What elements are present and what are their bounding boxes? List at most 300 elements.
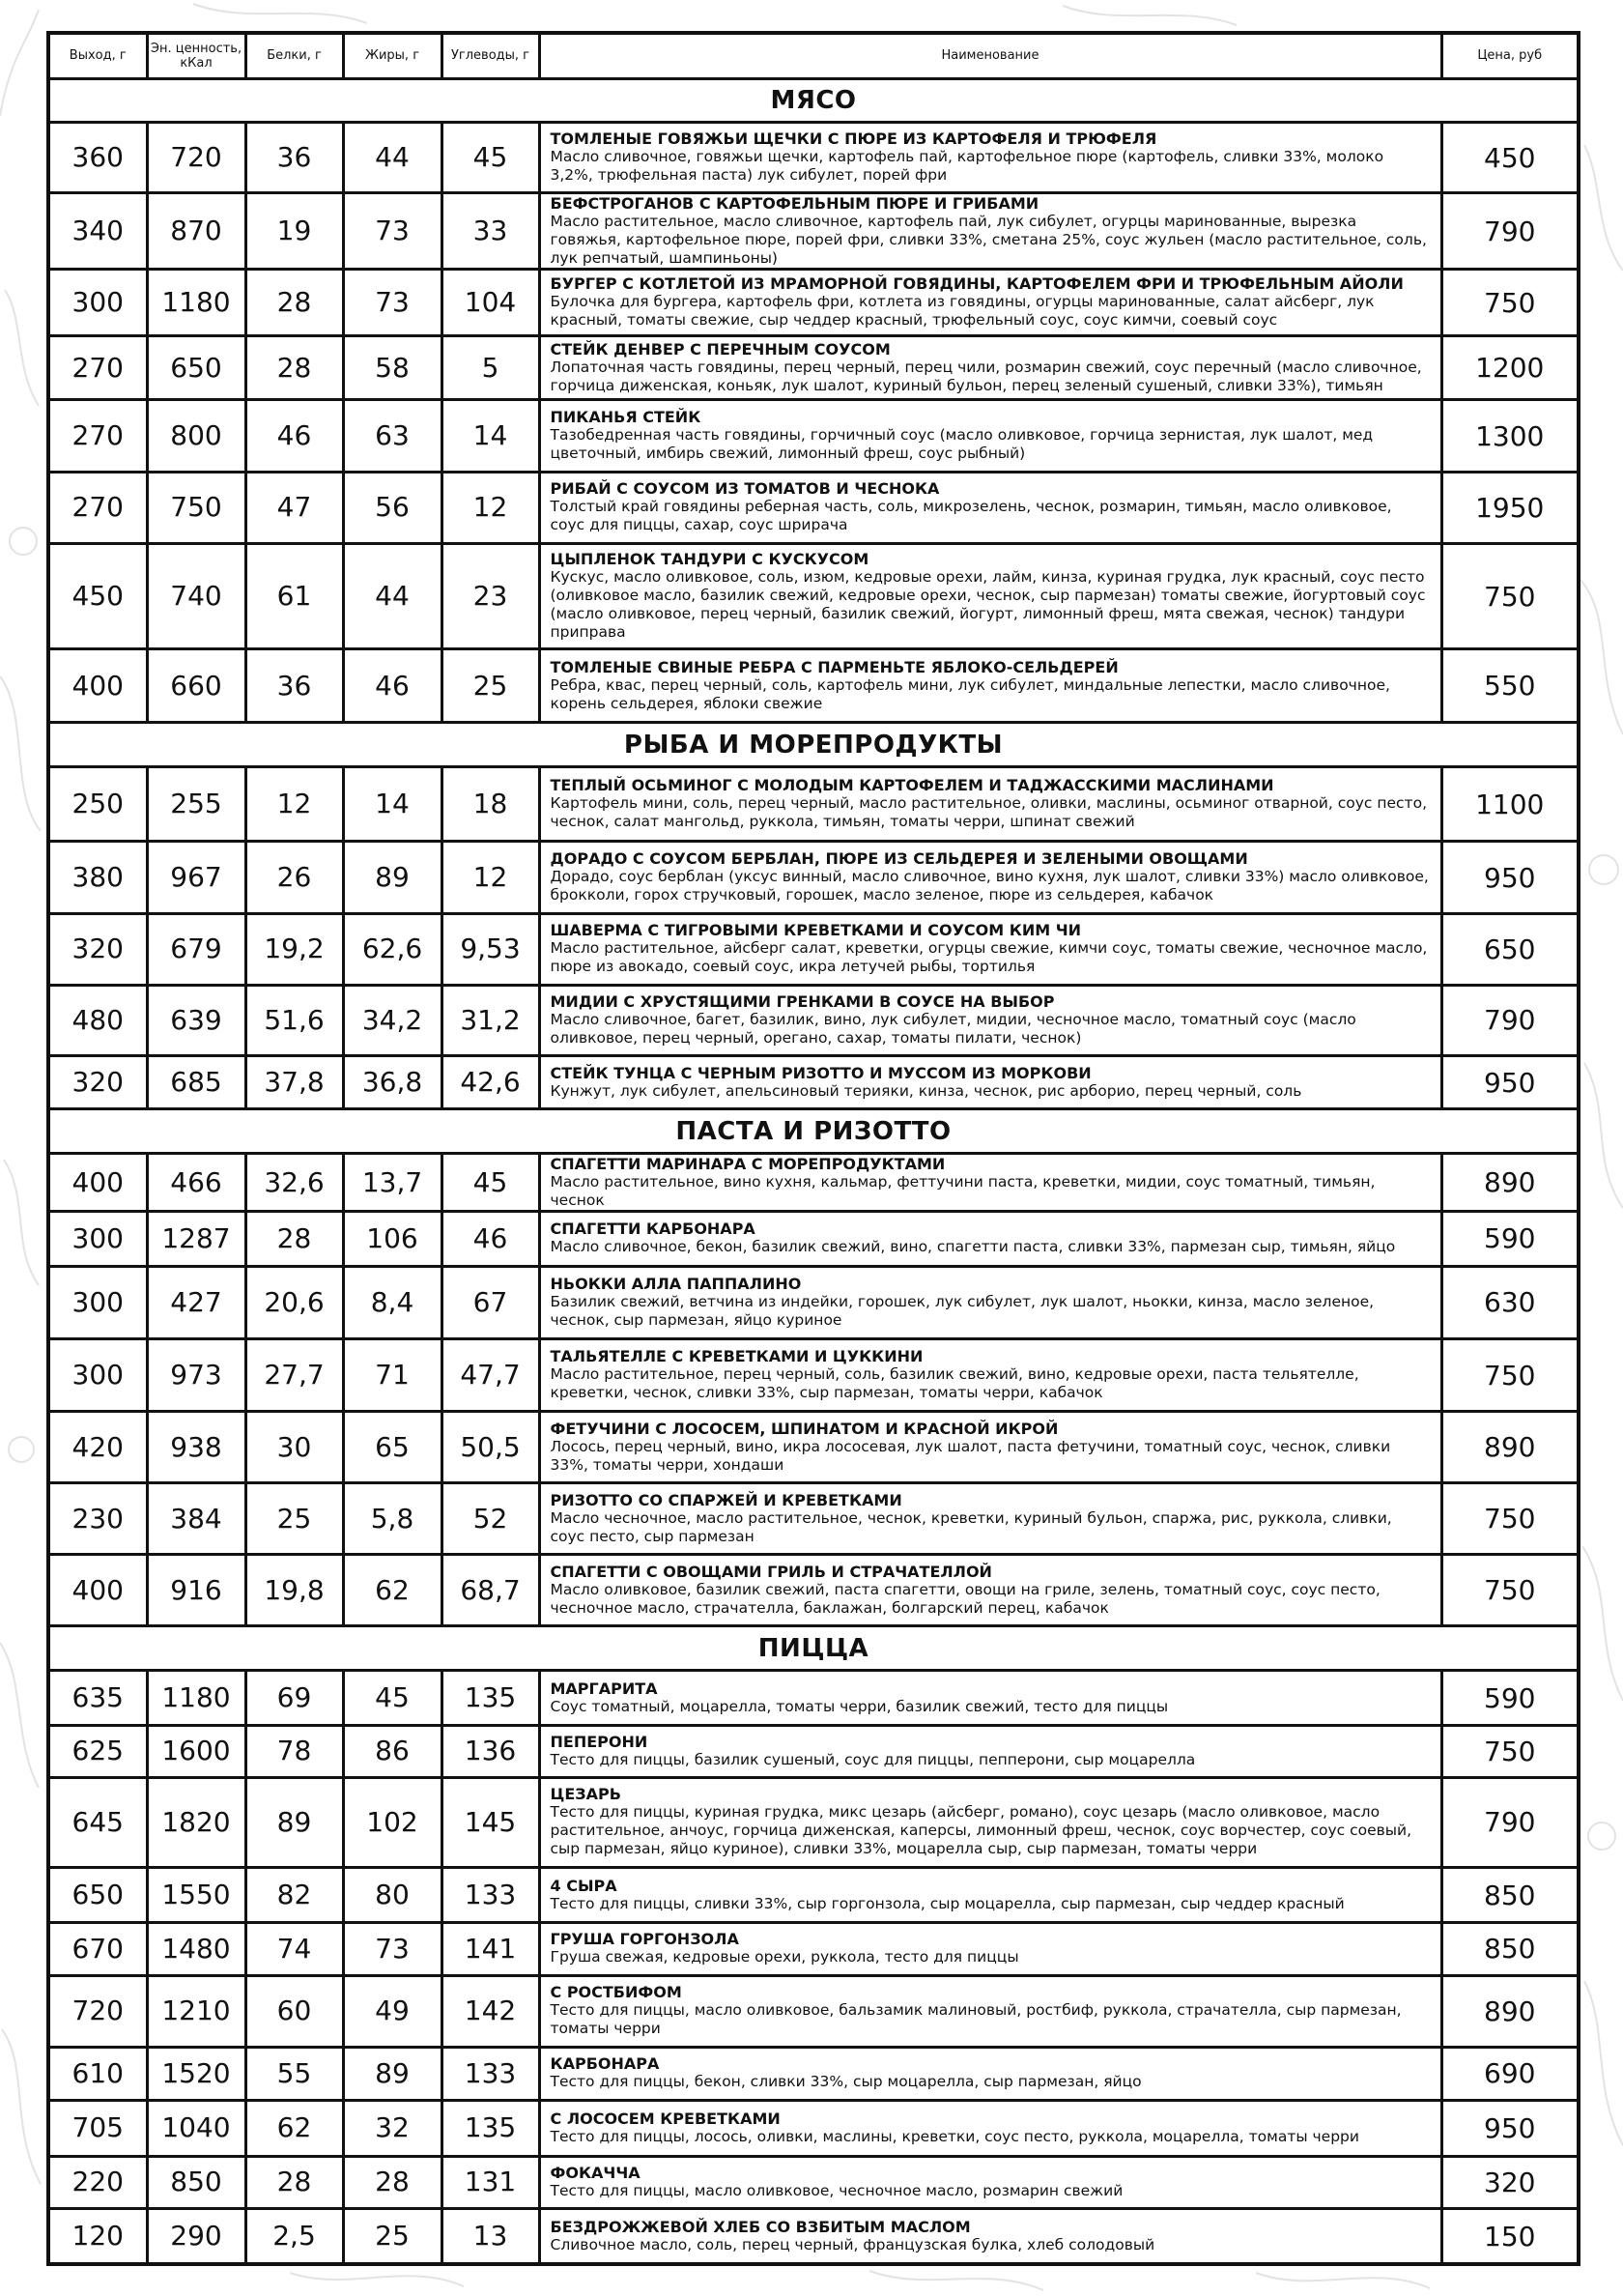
dish-name: КАРБОНАРА xyxy=(550,2054,660,2074)
dish-name: ГРУША ГОРГОНЗОЛА xyxy=(550,1930,739,1949)
dish-name: СТЕЙК ТУНЦА С ЧЕРНЫМ РИЗОТТО И МУССОМ ИЗ МОРКОВИ xyxy=(550,1063,1092,1082)
section-title: РЫБА И МОРЕПРОДУКТЫ xyxy=(48,723,1579,767)
section-row xyxy=(48,1626,1579,1671)
cell-description xyxy=(539,1975,1441,2047)
menu-item-row xyxy=(48,1725,1579,1777)
cell-description xyxy=(539,336,1441,400)
cell-price: 790 xyxy=(1441,193,1579,270)
dish-ingredients: Масло оливковое, базилик свежий, паста спагетти, овощи на гриле, зелень, томатный соус, соус песто, чесночное масло, страчателла, баклажан, болгарский перец, кабачок xyxy=(550,1580,1381,1617)
cell-yield: 450 xyxy=(48,543,147,649)
cell-price: 890 xyxy=(1441,1154,1579,1212)
dish-name: ЦЕЗАРЬ xyxy=(550,1785,621,1804)
cell-energy: 850 xyxy=(147,2156,245,2209)
dish-ingredients: Масло сливочное, бекон, базилик свежий, вино, спагетти паста, сливки 33%, пармезан сыр, тимьян, яйцо xyxy=(550,1238,1396,1256)
cell-protein: 26 xyxy=(245,842,343,914)
dish-ingredients: Кунжут, лук сибулет, апельсиновый терияки, кинза, чеснок, рис арборио, перец черный, соль xyxy=(550,1081,1302,1100)
cell-energy: 916 xyxy=(147,1555,245,1626)
cell-carbs: 136 xyxy=(441,1725,539,1777)
cell-carbs: 133 xyxy=(441,2047,539,2100)
cell-fat: 65 xyxy=(343,1412,441,1483)
menu-item-row xyxy=(48,1154,1579,1212)
menu-item-row xyxy=(48,914,1579,985)
menu-item-row xyxy=(48,1777,1579,1867)
menu-item-row xyxy=(48,2156,1579,2209)
dish-ingredients: Картофель мини, соль, перец черный, масло растительное, оливки, маслины, осьминог отварной, соус песто, чеснок, салат мангольд, руккола, тимьян, томаты черри, шпинат свежий xyxy=(550,794,1427,831)
dish-name: СТЕЙК ДЕНВЕР С ПЕРЕЧНЫМ СОУСОМ xyxy=(550,339,891,359)
section-title: ПАСТА И РИЗОТТО xyxy=(48,1109,1579,1154)
cell-protein: 19,8 xyxy=(245,1555,343,1626)
header-fat: Жиры, г xyxy=(343,33,441,78)
dish-name: РИБАЙ С СОУСОМ ИЗ ТОМАТОВ И ЧЕСНОКА xyxy=(550,479,940,499)
cell-energy: 750 xyxy=(147,472,245,543)
cell-fat: 71 xyxy=(343,1338,441,1411)
cell-fat: 56 xyxy=(343,472,441,543)
cell-description xyxy=(539,767,1441,842)
cell-fat: 44 xyxy=(343,543,441,649)
menu-item-row xyxy=(48,400,1579,472)
cell-protein: 60 xyxy=(245,1975,343,2047)
dish-ingredients: Масло чесночное, масло растительное, чеснок, креветки, куриный бульон, спаржа, рис, руккола, сливки, соус песто, сыр пармезан xyxy=(550,1508,1392,1545)
dish-ingredients: Сливочное масло, соль, перец черный, французская булка, хлеб солодовый xyxy=(550,2235,1155,2253)
menu-item-row xyxy=(48,842,1579,914)
dish-ingredients: Тесто для пиццы, бекон, сливки 33%, сыр моцарелла, сыр пармезан, яйцо xyxy=(550,2073,1142,2091)
cell-yield: 120 xyxy=(48,2209,147,2264)
cell-yield: 650 xyxy=(48,1868,147,1923)
menu-item-row xyxy=(48,985,1579,1055)
cell-price: 890 xyxy=(1441,1975,1579,2047)
cell-protein: 25 xyxy=(245,1483,343,1555)
cell-protein: 82 xyxy=(245,1868,343,1923)
cell-energy: 1210 xyxy=(147,1975,245,2047)
cell-carbs: 145 xyxy=(441,1777,539,1867)
cell-protein: 28 xyxy=(245,1212,343,1267)
cell-protein: 2,5 xyxy=(245,2209,343,2264)
dish-ingredients: Тазобедренная часть говядины, горчичный соус (масло оливковое, горчица зернистая, лук шалот, мед цветочный, имбирь свежий, лимонный фреш, соус рыбный) xyxy=(550,426,1374,463)
cell-fat: 62 xyxy=(343,1555,441,1626)
dish-name: ПЕПЕРОНИ xyxy=(550,1732,648,1751)
cell-price: 690 xyxy=(1441,2047,1579,2100)
cell-price: 450 xyxy=(1441,123,1579,193)
cell-protein: 78 xyxy=(245,1725,343,1777)
dish-ingredients: Базилик свежий, ветчина из индейки, горошек, лук сибулет, лук шалот, ньокки, кинза, масло зеленое, чеснок, сыр пармезан, яйцо куриное xyxy=(550,1292,1375,1329)
section-row xyxy=(48,78,1579,123)
cell-protein: 51,6 xyxy=(245,985,343,1055)
cell-price: 320 xyxy=(1441,2156,1579,2209)
cell-description xyxy=(539,2156,1441,2209)
cell-price: 750 xyxy=(1441,543,1579,649)
dish-name: НЬОККИ АЛЛА ПАППАЛИНО xyxy=(550,1274,802,1293)
cell-yield: 270 xyxy=(48,400,147,472)
cell-yield: 360 xyxy=(48,123,147,193)
menu-item-row xyxy=(48,1212,1579,1267)
cell-price: 750 xyxy=(1441,1483,1579,1555)
cell-description xyxy=(539,270,1441,336)
cell-yield: 625 xyxy=(48,1725,147,1777)
cell-energy: 290 xyxy=(147,2209,245,2264)
section-row xyxy=(48,1109,1579,1154)
cell-fat: 73 xyxy=(343,193,441,270)
cell-yield: 400 xyxy=(48,1555,147,1626)
cell-yield: 300 xyxy=(48,1338,147,1411)
cell-protein: 61 xyxy=(245,543,343,649)
cell-description xyxy=(539,472,1441,543)
header-name: Наименование xyxy=(539,33,1441,78)
cell-carbs: 45 xyxy=(441,1154,539,1212)
cell-carbs: 68,7 xyxy=(441,1555,539,1626)
dish-name: СПАГЕТТИ МАРИНАРА С МОРЕПРОДУКТАМИ xyxy=(550,1154,946,1173)
cell-energy: 1180 xyxy=(147,270,245,336)
dish-name: ТАЛЬЯТЕЛЛЕ С КРЕВЕТКАМИ И ЦУККИНИ xyxy=(550,1347,924,1366)
dish-ingredients: Лосось, перец черный, вино, икра лососевая, лук шалот, паста фетучини, томатный соус, чеснок, сливки 33%, томаты черри, хондаши xyxy=(550,1437,1391,1474)
menu-item-row xyxy=(48,1922,1579,1975)
cell-price: 950 xyxy=(1441,1055,1579,1109)
cell-yield: 320 xyxy=(48,914,147,985)
cell-yield: 340 xyxy=(48,193,147,270)
cell-fat: 73 xyxy=(343,1922,441,1975)
cell-energy: 1520 xyxy=(147,2047,245,2100)
cell-carbs: 142 xyxy=(441,1975,539,2047)
cell-carbs: 18 xyxy=(441,767,539,842)
dish-ingredients: Масло сливочное, багет, базилик, вино, лук сибулет, мидии, чесночное масло, томатный соус (масло оливковое, перец черный, орегано, сахар, томаты пилати, чеснок) xyxy=(550,1010,1356,1047)
dish-name: ТЕПЛЫЙ ОСЬМИНОГ С МОЛОДЫМ КАРТОФЕЛЕМ И ТАДЖАССКИМИ МАСЛИНАМИ xyxy=(550,776,1274,795)
cell-protein: 30 xyxy=(245,1412,343,1483)
cell-energy: 1550 xyxy=(147,1868,245,1923)
dish-name: МАРГАРИТА xyxy=(550,1679,658,1698)
dish-ingredients: Толстый край говядины реберная часть, соль, микрозелень, чеснок, розмарин, тимьян, масло оливковое, соус для пиццы, сахар, соус шрирача xyxy=(550,498,1392,534)
cell-price: 790 xyxy=(1441,1777,1579,1867)
menu-item-row xyxy=(48,1412,1579,1483)
cell-yield: 270 xyxy=(48,336,147,400)
cell-yield: 270 xyxy=(48,472,147,543)
menu-body xyxy=(48,78,1579,2264)
cell-fat: 102 xyxy=(343,1777,441,1867)
cell-description xyxy=(539,649,1441,723)
cell-carbs: 14 xyxy=(441,400,539,472)
cell-description xyxy=(539,1725,1441,1777)
menu-item-row xyxy=(48,1483,1579,1555)
cell-fat: 36,8 xyxy=(343,1055,441,1109)
dish-name: СПАГЕТТИ КАРБОНАРА xyxy=(550,1220,755,1239)
dish-ingredients: Лопаточная часть говядины, перец черный, перец чили, розмарин свежий, соус перечный (масло сливочное, горчица диженская, коньяк, лук шалот, куриный бульон, перец зеленый сушеный, сливки 33%), тимьян xyxy=(550,358,1422,394)
cell-description xyxy=(539,842,1441,914)
dish-name: МИДИИ С ХРУСТЯЩИМИ ГРЕНКАМИ В СОУСЕ НА ВЫБОР xyxy=(550,991,1055,1011)
cell-protein: 89 xyxy=(245,1777,343,1867)
cell-price: 1200 xyxy=(1441,336,1579,400)
cell-protein: 47 xyxy=(245,472,343,543)
cell-price: 950 xyxy=(1441,842,1579,914)
dish-ingredients: Тесто для пиццы, базилик сушеный, соус для пиццы, пепперони, сыр моцарелла xyxy=(550,1750,1196,1768)
cell-description xyxy=(539,1671,1441,1726)
header-energy: Эн. ценность, кКал xyxy=(147,33,245,78)
cell-price: 630 xyxy=(1441,1266,1579,1338)
cell-fat: 89 xyxy=(343,842,441,914)
cell-yield: 300 xyxy=(48,1266,147,1338)
cell-price: 150 xyxy=(1441,2209,1579,2264)
cell-energy: 650 xyxy=(147,336,245,400)
header-row xyxy=(48,33,1579,78)
cell-price: 650 xyxy=(1441,914,1579,985)
dish-ingredients: Масло сливочное, говяжьи щечки, картофель пай, картофельное пюре (картофель, сливки 33%, молоко 3,2%, трюфельная паста) лук сибулет, порей фри xyxy=(550,148,1384,185)
menu-item-row xyxy=(48,1868,1579,1923)
dish-name: БЕЗДРОЖЖЕВОЙ ХЛЕБ СО ВЗБИТЫМ МАСЛОМ xyxy=(550,2217,971,2236)
dish-name: ЦЫПЛЕНОК ТАНДУРИ С КУСКУСОМ xyxy=(550,550,869,568)
cell-fat: 86 xyxy=(343,1725,441,1777)
cell-price: 750 xyxy=(1441,1725,1579,1777)
cell-carbs: 47,7 xyxy=(441,1338,539,1411)
cell-fat: 58 xyxy=(343,336,441,400)
menu-item-row xyxy=(48,123,1579,193)
cell-energy: 1600 xyxy=(147,1725,245,1777)
cell-energy: 870 xyxy=(147,193,245,270)
dish-ingredients: Ребра, квас, перец черный, соль, картофель мини, лук сибулет, миндальные лепестки, масло сливочное, корень сельдерея, яблоки свежие xyxy=(550,675,1390,712)
cell-fat: 25 xyxy=(343,2209,441,2264)
cell-price: 750 xyxy=(1441,1555,1579,1626)
cell-fat: 106 xyxy=(343,1212,441,1267)
cell-protein: 19,2 xyxy=(245,914,343,985)
cell-protein: 36 xyxy=(245,123,343,193)
header-price: Цена, руб xyxy=(1441,33,1579,78)
cell-energy: 384 xyxy=(147,1483,245,1555)
cell-description xyxy=(539,1154,1441,1212)
cell-protein: 62 xyxy=(245,2100,343,2156)
cell-yield: 635 xyxy=(48,1671,147,1726)
dish-name: БУРГЕР С КОТЛЕТОЙ ИЗ МРАМОРНОЙ ГОВЯДИНЫ, КАРТОФЕЛЕМ ФРИ И ТРЮФЕЛЬНЫМ АЙОЛИ xyxy=(550,274,1404,294)
menu-item-row xyxy=(48,649,1579,723)
cell-energy: 938 xyxy=(147,1412,245,1483)
cell-yield: 720 xyxy=(48,1975,147,2047)
cell-fat: 45 xyxy=(343,1671,441,1726)
menu-item-row xyxy=(48,1338,1579,1411)
cell-description xyxy=(539,193,1441,270)
cell-protein: 12 xyxy=(245,767,343,842)
cell-price: 1100 xyxy=(1441,767,1579,842)
cell-description xyxy=(539,2100,1441,2156)
section-title: МЯСО xyxy=(48,78,1579,123)
dish-ingredients: Тесто для пиццы, масло оливковое, чесночное масло, розмарин свежий xyxy=(550,2181,1124,2199)
cell-carbs: 46 xyxy=(441,1212,539,1267)
cell-energy: 685 xyxy=(147,1055,245,1109)
cell-protein: 74 xyxy=(245,1922,343,1975)
menu-item-row xyxy=(48,1555,1579,1626)
cell-description xyxy=(539,1212,1441,1267)
cell-price: 850 xyxy=(1441,1922,1579,1975)
cell-description xyxy=(539,1412,1441,1483)
cell-price: 1950 xyxy=(1441,472,1579,543)
cell-carbs: 5 xyxy=(441,336,539,400)
cell-energy: 639 xyxy=(147,985,245,1055)
dish-ingredients: Тесто для пиццы, масло оливковое, бальзамик малиновый, ростбиф, руккола, страчателла, сыр пармезан, томаты черри xyxy=(550,2001,1402,2038)
cell-yield: 400 xyxy=(48,1154,147,1212)
cell-energy: 740 xyxy=(147,543,245,649)
cell-fat: 62,6 xyxy=(343,914,441,985)
cell-yield: 320 xyxy=(48,1055,147,1109)
cell-energy: 800 xyxy=(147,400,245,472)
dish-name: С ЛОСОСЕМ КРЕВЕТКАМИ xyxy=(550,2109,781,2128)
menu-item-row xyxy=(48,270,1579,336)
cell-yield: 380 xyxy=(48,842,147,914)
cell-carbs: 135 xyxy=(441,2100,539,2156)
cell-price: 590 xyxy=(1441,1671,1579,1726)
header-yield: Выход, г xyxy=(48,33,147,78)
cell-protein: 36 xyxy=(245,649,343,723)
cell-carbs: 45 xyxy=(441,123,539,193)
cell-description xyxy=(539,1483,1441,1555)
cell-fat: 13,7 xyxy=(343,1154,441,1212)
dish-ingredients: Масло растительное, масло сливочное, картофель пай, лук сибулет, огурцы маринованные, вырезка говяжья, картофельное пюре, порей фри, сливки 33%, сметана 25%, соус жульен (масло растительное, соль, лук репчатый, шампиньоны) xyxy=(550,212,1427,267)
cell-carbs: 42,6 xyxy=(441,1055,539,1109)
menu-item-row xyxy=(48,2100,1579,2156)
dish-name: РИЗОТТО СО СПАРЖЕЙ И КРЕВЕТКАМИ xyxy=(550,1490,902,1509)
cell-carbs: 52 xyxy=(441,1483,539,1555)
cell-price: 890 xyxy=(1441,1412,1579,1483)
cell-description xyxy=(539,1266,1441,1338)
cell-carbs: 50,5 xyxy=(441,1412,539,1483)
cell-energy: 1180 xyxy=(147,1671,245,1726)
cell-price: 790 xyxy=(1441,985,1579,1055)
cell-yield: 230 xyxy=(48,1483,147,1555)
cell-carbs: 12 xyxy=(441,842,539,914)
dish-ingredients: Груша свежая, кедровые орехи, руккола, тесто для пиццы xyxy=(550,1948,1019,1966)
cell-yield: 480 xyxy=(48,985,147,1055)
header-carbs: Углеводы, г xyxy=(441,33,539,78)
cell-price: 950 xyxy=(1441,2100,1579,2156)
cell-carbs: 141 xyxy=(441,1922,539,1975)
section-title: ПИЦЦА xyxy=(48,1626,1579,1671)
dish-name: ТОМЛЕНЫЕ ГОВЯЖЬИ ЩЕЧКИ С ПЮРЕ ИЗ КАРТОФЕЛЯ И ТРЮФЕЛЯ xyxy=(550,129,1157,149)
header-protein: Белки, г xyxy=(245,33,343,78)
dish-name: 4 СЫРА xyxy=(550,1876,617,1895)
cell-carbs: 135 xyxy=(441,1671,539,1726)
cell-energy: 660 xyxy=(147,649,245,723)
cell-price: 750 xyxy=(1441,1338,1579,1411)
cell-carbs: 67 xyxy=(441,1266,539,1338)
dish-ingredients: Соус томатный, моцарелла, томаты черри, базилик свежий, тесто для пиццы xyxy=(550,1697,1169,1715)
cell-protein: 46 xyxy=(245,400,343,472)
cell-description xyxy=(539,2047,1441,2100)
cell-energy: 1040 xyxy=(147,2100,245,2156)
cell-description xyxy=(539,543,1441,649)
cell-carbs: 131 xyxy=(441,2156,539,2209)
cell-yield: 400 xyxy=(48,649,147,723)
cell-fat: 49 xyxy=(343,1975,441,2047)
dish-name: С РОСТБИФОМ xyxy=(550,1983,682,2002)
menu-item-row xyxy=(48,543,1579,649)
cell-description xyxy=(539,1777,1441,1867)
cell-yield: 610 xyxy=(48,2047,147,2100)
cell-description xyxy=(539,1055,1441,1109)
cell-protein: 32,6 xyxy=(245,1154,343,1212)
cell-energy: 973 xyxy=(147,1338,245,1411)
cell-protein: 28 xyxy=(245,336,343,400)
cell-carbs: 9,53 xyxy=(441,914,539,985)
menu-item-row xyxy=(48,336,1579,400)
menu-item-row xyxy=(48,193,1579,270)
cell-fat: 63 xyxy=(343,400,441,472)
cell-carbs: 12 xyxy=(441,472,539,543)
cell-price: 590 xyxy=(1441,1212,1579,1267)
dish-ingredients: Дорадо, соус берблан (уксус винный, масло сливочное, вино кухня, лук шалот, сливки 33%) масло оливковое, брокколи, горох стручковый, горошек, масло зеленое, пюре из сельдерея, кабачок xyxy=(550,868,1429,904)
cell-fat: 73 xyxy=(343,270,441,336)
cell-fat: 80 xyxy=(343,1868,441,1923)
cell-yield: 220 xyxy=(48,2156,147,2209)
section-row xyxy=(48,723,1579,767)
cell-fat: 28 xyxy=(343,2156,441,2209)
menu-item-row xyxy=(48,767,1579,842)
menu-item-row xyxy=(48,1266,1579,1338)
menu-item-row xyxy=(48,2047,1579,2100)
cell-yield: 705 xyxy=(48,2100,147,2156)
dish-ingredients: Кускус, масло оливковое, соль, изюм, кедровые орехи, лайм, кинза, куриная грудка, лук красный, соус песто (оливковое масло, базилик свежий, кедровые орехи, чеснок, сыр пармезан) томаты свежие, йогуртовый соус (масло оливковое, перец черный, базилик свежий, йогурт, лимонный фреш, мята свежая, чеснок) тандури приправа xyxy=(550,568,1426,641)
cell-yield: 420 xyxy=(48,1412,147,1483)
menu-item-row xyxy=(48,1055,1579,1109)
cell-fat: 5,8 xyxy=(343,1483,441,1555)
cell-energy: 967 xyxy=(147,842,245,914)
cell-price: 550 xyxy=(1441,649,1579,723)
cell-carbs: 25 xyxy=(441,649,539,723)
cell-energy: 1480 xyxy=(147,1922,245,1975)
cell-carbs: 133 xyxy=(441,1868,539,1923)
cell-price: 850 xyxy=(1441,1868,1579,1923)
dish-ingredients: Масло растительное, айсберг салат, креветки, огурцы свежие, кимчи соус, томаты свежие, чесночное масло, пюре из авокадо, соевый соус, икра летучей рыбы, тортилья xyxy=(550,939,1428,976)
cell-fat: 44 xyxy=(343,123,441,193)
cell-description xyxy=(539,2209,1441,2264)
cell-yield: 670 xyxy=(48,1922,147,1975)
cell-description xyxy=(539,1338,1441,1411)
cell-energy: 255 xyxy=(147,767,245,842)
dish-ingredients: Тесто для пиццы, куриная грудка, микс цезарь (айсберг, романо), соус цезарь (масло оливковое, масло растительное, анчоус, горчица диженская, каперсы, лимонный фреш, чеснок, соус ворчестер, соус соевый, сыр пармезан, яйцо куриное), сливки 33%, моцарелла сыр, сыр пармезан, томаты черри xyxy=(550,1803,1412,1858)
cell-protein: 28 xyxy=(245,2156,343,2209)
cell-protein: 69 xyxy=(245,1671,343,1726)
cell-description xyxy=(539,400,1441,472)
dish-name: СПАГЕТТИ С ОВОЩАМИ ГРИЛЬ И СТРАЧАТЕЛЛОЙ xyxy=(550,1562,992,1581)
cell-yield: 300 xyxy=(48,270,147,336)
cell-description xyxy=(539,1868,1441,1923)
cell-fat: 89 xyxy=(343,2047,441,2100)
cell-fat: 14 xyxy=(343,767,441,842)
cell-protein: 55 xyxy=(245,2047,343,2100)
dish-name: ФЕТУЧИНИ С ЛОСОСЕМ, ШПИНАТОМ И КРАСНОЙ ИКРОЙ xyxy=(550,1419,1059,1438)
cell-energy: 1287 xyxy=(147,1212,245,1267)
cell-carbs: 104 xyxy=(441,270,539,336)
dish-name: БЕФСТРОГАНОВ С КАРТОФЕЛЬНЫМ ПЮРЕ И ГРИБАМИ xyxy=(550,193,1039,213)
dish-ingredients: Булочка для бургера, картофель фри, котлета из говядины, огурцы маринованные, салат айсберг, лук красный, томаты свежие, сыр чеддер красный, трюфельный соус, соус кимчи, соевый соус xyxy=(550,293,1375,330)
dish-ingredients: Масло растительное, перец черный, соль, базилик свежий, вино, кедровые орехи, паста тельятелле, креветки, чеснок, сливки 33%, сыр пармезан, томаты черри, кабачок xyxy=(550,1365,1359,1402)
cell-energy: 1820 xyxy=(147,1777,245,1867)
cell-price: 750 xyxy=(1441,270,1579,336)
cell-carbs: 23 xyxy=(441,543,539,649)
dish-ingredients: Тесто для пиццы, лосось, оливки, маслины, креветки, соус песто, руккола, моцарелла, томаты черри xyxy=(550,2127,1359,2145)
cell-description xyxy=(539,1555,1441,1626)
cell-yield: 250 xyxy=(48,767,147,842)
menu-item-row xyxy=(48,1975,1579,2047)
cell-description xyxy=(539,914,1441,985)
dish-name: ШАВЕРМА С ТИГРОВЫМИ КРЕВЕТКАМИ И СОУСОМ КИМ ЧИ xyxy=(550,921,1082,940)
dish-name: ДОРАДО С СОУСОМ БЕРБЛАН, ПЮРЕ ИЗ СЕЛЬДЕРЕЯ И ЗЕЛЕНЫМИ ОВОЩАМИ xyxy=(550,849,1248,869)
cell-protein: 27,7 xyxy=(245,1338,343,1411)
cell-price: 1300 xyxy=(1441,400,1579,472)
cell-description xyxy=(539,123,1441,193)
cell-yield: 300 xyxy=(48,1212,147,1267)
menu-item-row xyxy=(48,472,1579,543)
dish-name: ПИКАНЬЯ СТЕЙК xyxy=(550,408,701,427)
cell-carbs: 13 xyxy=(441,2209,539,2264)
cell-protein: 20,6 xyxy=(245,1266,343,1338)
cell-fat: 8,4 xyxy=(343,1266,441,1338)
menu-item-row xyxy=(48,1671,1579,1726)
dish-name: ФОКАЧЧА xyxy=(550,2163,641,2182)
cell-energy: 720 xyxy=(147,123,245,193)
dish-name: ТОМЛЕНЫЕ СВИНЫЕ РЕБРА С ПАРМЕНЬТЕ ЯБЛОКО-СЕЛЬДЕРЕЙ xyxy=(550,657,1119,676)
